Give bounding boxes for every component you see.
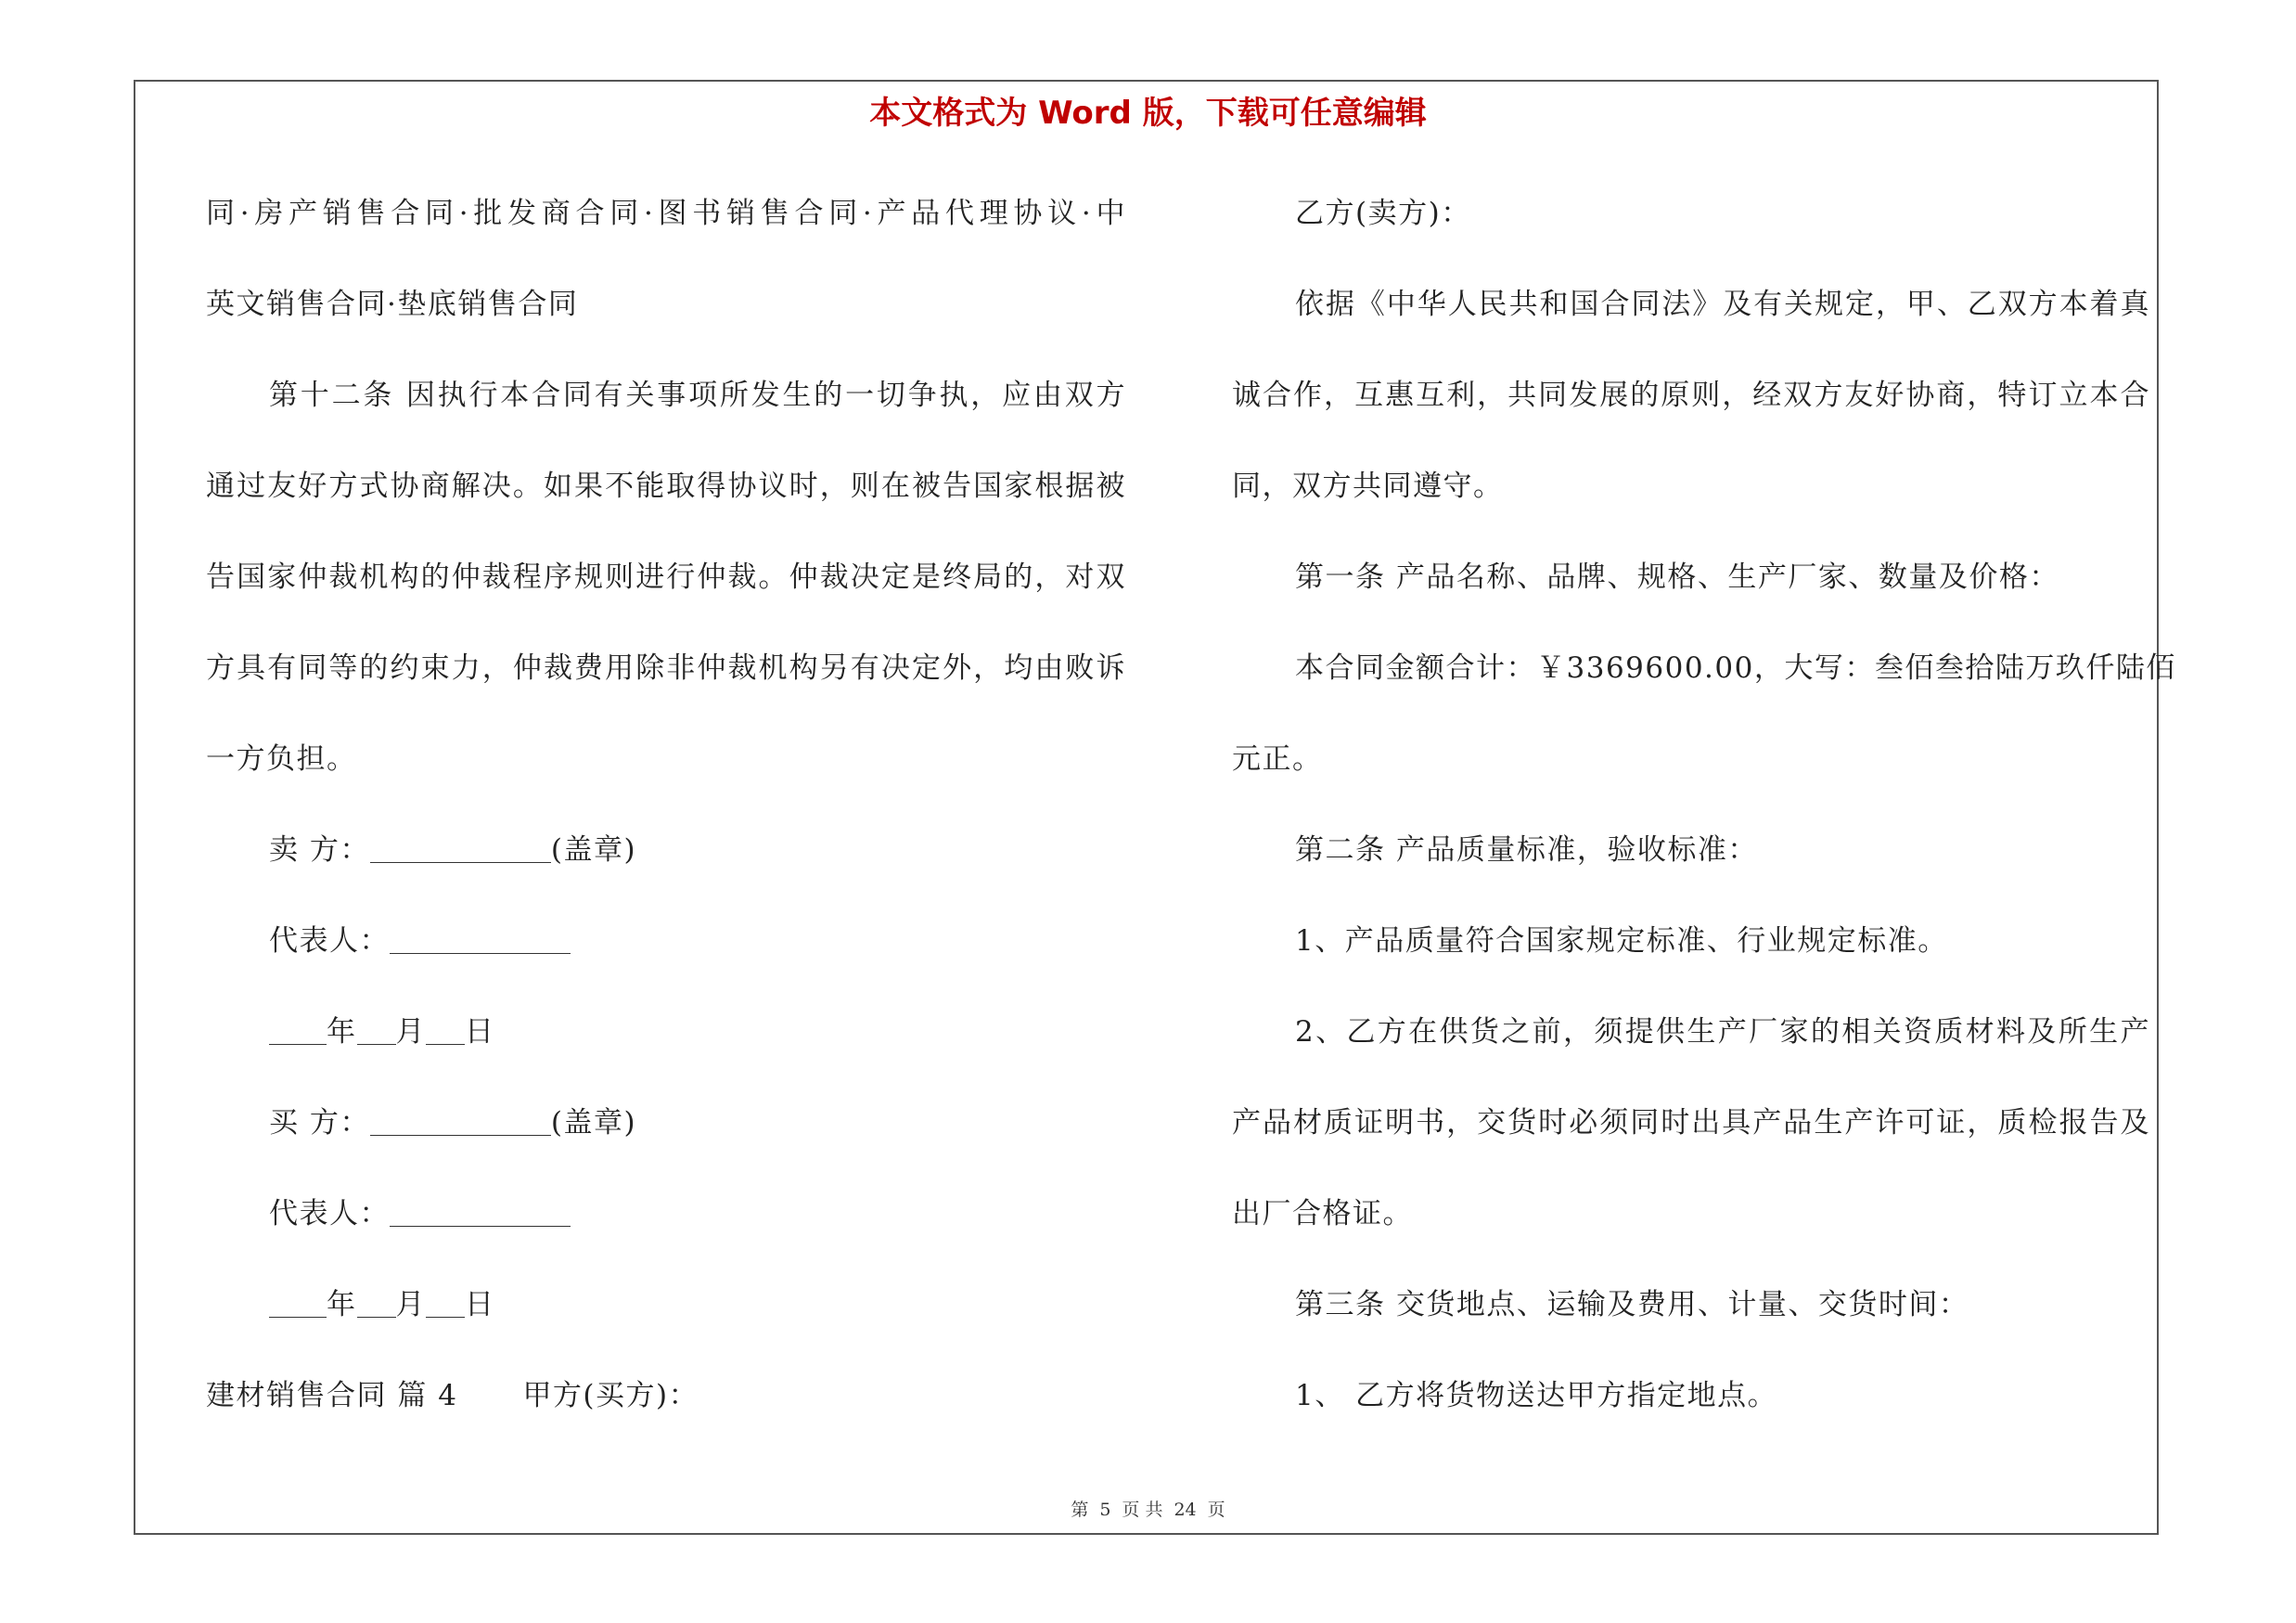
seller-blank <box>370 836 551 863</box>
buyer-signature-line <box>206 1104 1126 1141</box>
seller-label: 卖 方： <box>269 833 370 867</box>
section-heading-line <box>206 1377 1126 1414</box>
buyer-rep-line <box>206 1195 1126 1232</box>
text-line: 同·房产销售合同·批发商合同·图书销售合同·产品代理协议·中 <box>206 197 1126 230</box>
day-label: 日 <box>465 1015 495 1049</box>
page-footer <box>0 1496 2296 1521</box>
month-blank <box>357 1291 396 1318</box>
rep-label: 代表人： <box>269 1197 390 1230</box>
text-line: 乙方(卖方)： <box>1295 197 1471 230</box>
month-label: 月 <box>395 1015 426 1049</box>
footer-post: 页 <box>1207 1500 1225 1520</box>
text-line: 1、 乙方将货物送达甲方指定地点。 <box>1295 1379 1778 1412</box>
text-line: 通过友好方式协商解决。如果不能取得协议时，则在被告国家根据被 <box>206 470 1126 503</box>
text-line: 本合同金额合计：￥3369600.00，大写：叁佰叁拾陆万玖仟陆佰 <box>1295 651 2176 685</box>
seller-seal: (盖章) <box>550 833 637 867</box>
text-line: 依据《中华人民共和国合同法》及有关规定，甲、乙双方本着真 <box>1295 288 2150 321</box>
format-banner: 本文格式为 Word 版，下载可任意编辑 <box>869 95 1427 132</box>
text-line: 英文销售合同·垫底销售合同 <box>206 288 579 321</box>
buyer-label: 买 方： <box>269 1106 370 1140</box>
text-line: 诚合作，互惠互利，共同发展的原则，经双方友好协商，特订立本合 <box>1232 379 2150 412</box>
day-label: 日 <box>465 1288 495 1321</box>
text-line: 1、产品质量符合国家规定标准、行业规定标准。 <box>1295 924 1948 958</box>
text-line: 一方负担。 <box>206 742 357 776</box>
text-line: 同，双方共同遵守。 <box>1232 470 1504 503</box>
text-line: 第二条 产品质量标准，验收标准： <box>1295 833 1758 867</box>
seller-rep-line <box>206 922 1126 960</box>
text-line: 方具有同等的约束力，仲裁费用除非仲裁机构另有决定外，均由败诉 <box>206 651 1126 685</box>
party-a-label: 甲方(买方)： <box>522 1379 699 1412</box>
text-line: 第十二条 因执行本合同有关事项所发生的一切争执，应由双方 <box>269 379 1126 412</box>
year-blank <box>269 1291 327 1318</box>
seller-signature-line <box>206 831 1126 869</box>
footer-mid: 页 共 <box>1122 1500 1163 1520</box>
text-line: 第一条 产品名称、品牌、规格、生产厂家、数量及价格： <box>1295 560 2059 594</box>
text-line: 元正。 <box>1232 742 1323 776</box>
rep-blank <box>390 927 571 954</box>
rep-label: 代表人： <box>269 924 390 958</box>
text-line: 2、乙方在供货之前，须提供生产厂家的相关资质材料及所生产 <box>1295 1015 2150 1049</box>
text-line: 出厂合格证。 <box>1232 1197 1413 1230</box>
rep-blank <box>390 1200 571 1227</box>
month-blank <box>357 1018 396 1045</box>
text-line: 告国家仲裁机构的仲裁程序规则进行仲裁。仲裁决定是终局的，对双 <box>206 560 1126 594</box>
buyer-date-line <box>206 1286 1126 1323</box>
text-line: 产品材质证明书，交货时必须同时出具产品生产许可证，质检报告及 <box>1232 1106 2150 1140</box>
year-label: 年 <box>327 1288 357 1321</box>
current-page-number: 5 <box>1099 1500 1111 1520</box>
day-blank <box>426 1018 465 1045</box>
section-title: 建材销售合同 篇 4 <box>206 1379 458 1412</box>
text-line: 第三条 交货地点、运输及费用、计量、交货时间： <box>1295 1288 1969 1321</box>
footer-pre: 第 <box>1071 1500 1089 1520</box>
month-label: 月 <box>395 1288 426 1321</box>
year-label: 年 <box>327 1015 357 1049</box>
year-blank <box>269 1018 327 1045</box>
day-blank <box>426 1291 465 1318</box>
seller-date-line <box>206 1013 1126 1050</box>
buyer-blank <box>370 1109 551 1136</box>
total-page-count: 24 <box>1174 1500 1197 1520</box>
buyer-seal: (盖章) <box>550 1106 637 1140</box>
